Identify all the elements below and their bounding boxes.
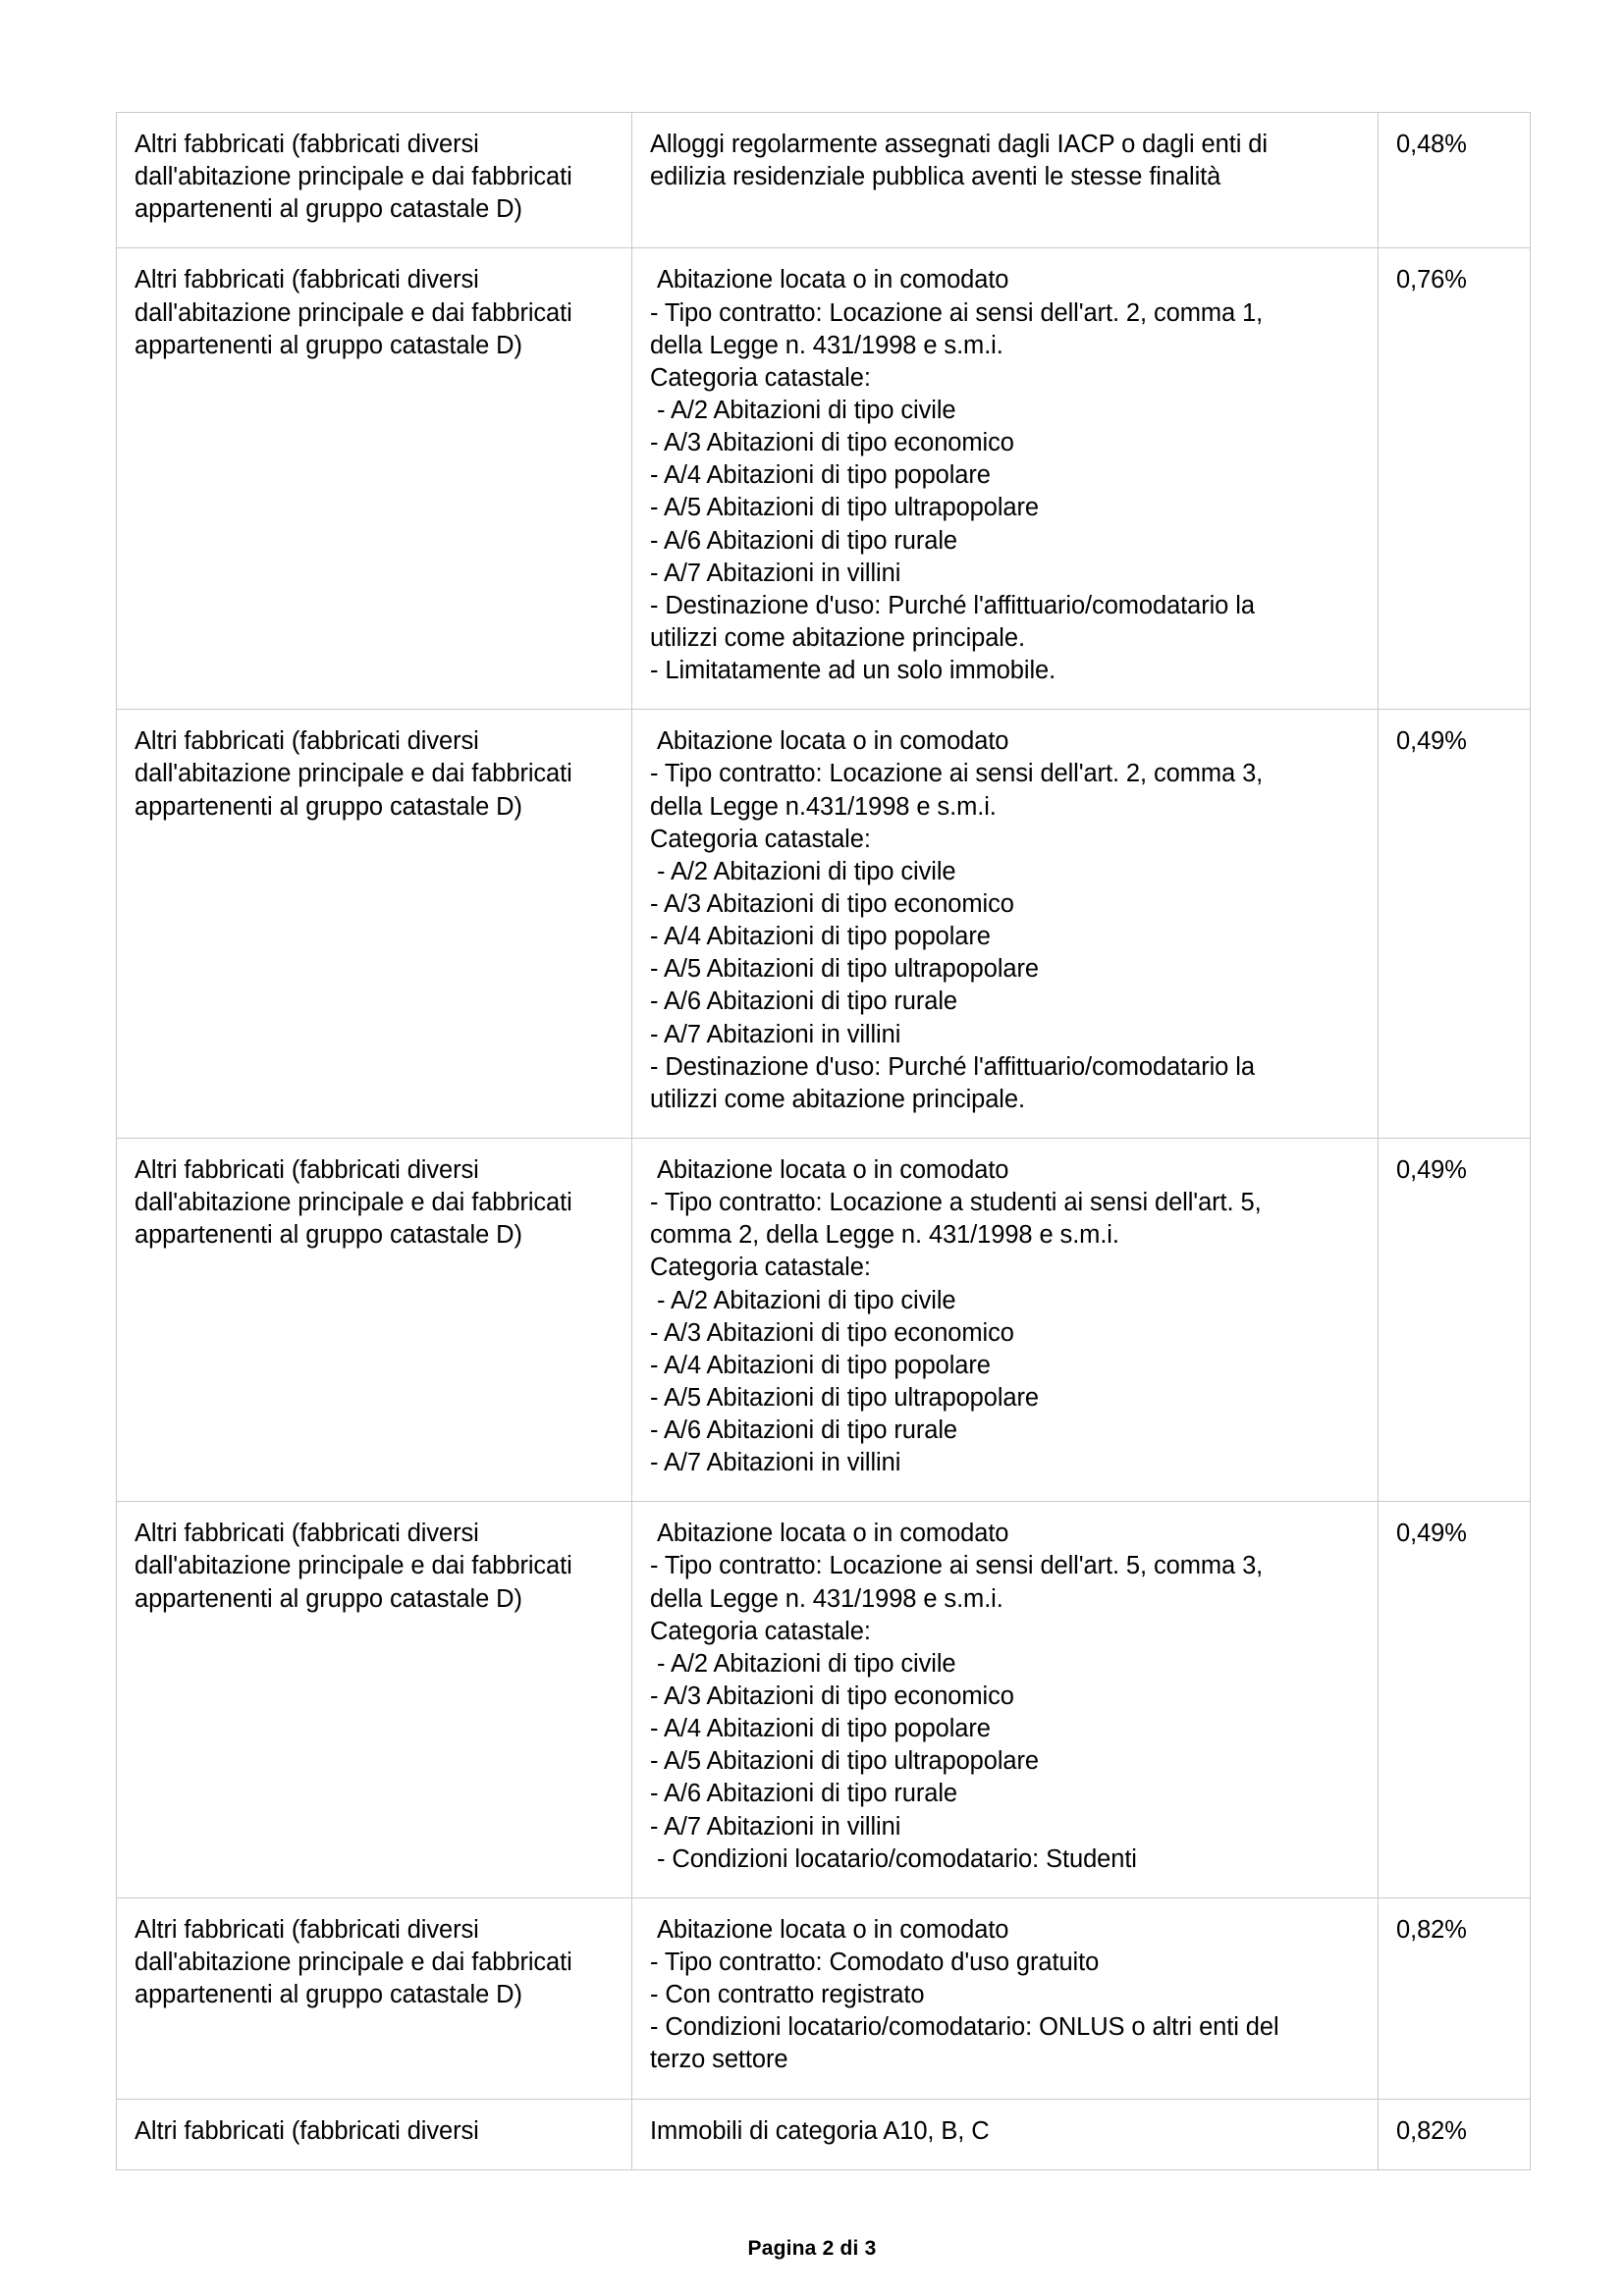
cell-rate: 0,49% <box>1379 1502 1531 1898</box>
cell-category: Altri fabbricati (fabbricati diversi dall'abitazione principale e dai fabbricati appartenenti al gruppo catastale D) <box>117 1502 632 1898</box>
cell-category: Altri fabbricati (fabbricati diversi dall'abitazione principale e dai fabbricati appartenenti al gruppo catastale D) <box>117 248 632 710</box>
cell-category: Altri fabbricati (fabbricati diversi dall'abitazione principale e dai fabbricati appartenenti al gruppo catastale D) <box>117 1138 632 1501</box>
page-footer: Pagina 2 di 3 <box>747 2237 877 2260</box>
cell-category: Altri fabbricati (fabbricati diversi dall'abitazione principale e dai fabbricati appartenenti al gruppo catastale D) <box>117 113 632 248</box>
cell-condition: Abitazione locata o in comodato - Tipo contratto: Locazione a studenti ai sensi dell'art. 5, comma 2, della Legge n. 431/1998 e s.m.i. Categoria catastale: - A/2 Abitazioni di tipo civile - A/3 Abitazioni di tipo economico - A/4 Abitazioni di tipo popolare - A/5 Abitazioni di tipo ultrapopolare - A/6 Abitazioni di tipo rurale - A/7 Abitazioni in villini <box>632 1138 1379 1501</box>
imu-rates-table <box>116 112 1531 2170</box>
cell-condition: Abitazione locata o in comodato - Tipo contratto: Comodato d'uso gratuito - Con contratto registrato - Condizioni locatario/comodatario: ONLUS o altri enti del terzo settore <box>632 1897 1379 2099</box>
cell-rate: 0,49% <box>1379 710 1531 1139</box>
cell-rate: 0,82% <box>1379 1897 1531 2099</box>
table-row <box>117 1138 1531 1501</box>
table-row <box>117 710 1531 1139</box>
cell-condition: Abitazione locata o in comodato - Tipo contratto: Locazione ai sensi dell'art. 2, comma 3, della Legge n.431/1998 e s.m.i. Categoria catastale: - A/2 Abitazioni di tipo civile - A/3 Abitazioni di tipo economico - A/4 Abitazioni di tipo popolare - A/5 Abitazioni di tipo ultrapopolare - A/6 Abitazioni di tipo rurale - A/7 Abitazioni in villini - Destinazione d'uso: Purché l'affittuario/comodatario la utilizzi come abitazione principale. <box>632 710 1379 1139</box>
cell-rate: 0,49% <box>1379 1138 1531 1501</box>
cell-category: Altri fabbricati (fabbricati diversi dall'abitazione principale e dai fabbricati appartenenti al gruppo catastale D) <box>117 1897 632 2099</box>
table-row <box>117 1502 1531 1898</box>
table-row <box>117 113 1531 248</box>
cell-rate: 0,82% <box>1379 2099 1531 2169</box>
cell-rate: 0,48% <box>1379 113 1531 248</box>
table-row <box>117 2099 1531 2169</box>
cell-rate: 0,76% <box>1379 248 1531 710</box>
table-row <box>117 1897 1531 2099</box>
cell-condition: Abitazione locata o in comodato - Tipo contratto: Locazione ai sensi dell'art. 2, comma 1, della Legge n. 431/1998 e s.m.i. Categoria catastale: - A/2 Abitazioni di tipo civile - A/3 Abitazioni di tipo economico - A/4 Abitazioni di tipo popolare - A/5 Abitazioni di tipo ultrapopolare - A/6 Abitazioni di tipo rurale - A/7 Abitazioni in villini - Destinazione d'uso: Purché l'affittuario/comodatario la utilizzi come abitazione principale. - Limitatamente ad un solo immobile. <box>632 248 1379 710</box>
cell-condition: Alloggi regolarmente assegnati dagli IACP o dagli enti di edilizia residenziale pubblica aventi le stesse finalità <box>632 113 1379 248</box>
cell-category: Altri fabbricati (fabbricati diversi dall'abitazione principale e dai fabbricati appartenenti al gruppo catastale D) <box>117 710 632 1139</box>
cell-condition: Immobili di categoria A10, B, C <box>632 2099 1379 2169</box>
cell-condition: Abitazione locata o in comodato - Tipo contratto: Locazione ai sensi dell'art. 5, comma 3, della Legge n. 431/1998 e s.m.i. Categoria catastale: - A/2 Abitazioni di tipo civile - A/3 Abitazioni di tipo economico - A/4 Abitazioni di tipo popolare - A/5 Abitazioni di tipo ultrapopolare - A/6 Abitazioni di tipo rurale - A/7 Abitazioni in villini - Condizioni locatario/comodatario: Studenti <box>632 1502 1379 1898</box>
cell-category: Altri fabbricati (fabbricati diversi <box>117 2099 632 2169</box>
table-body <box>117 113 1531 2170</box>
table-row <box>117 248 1531 710</box>
